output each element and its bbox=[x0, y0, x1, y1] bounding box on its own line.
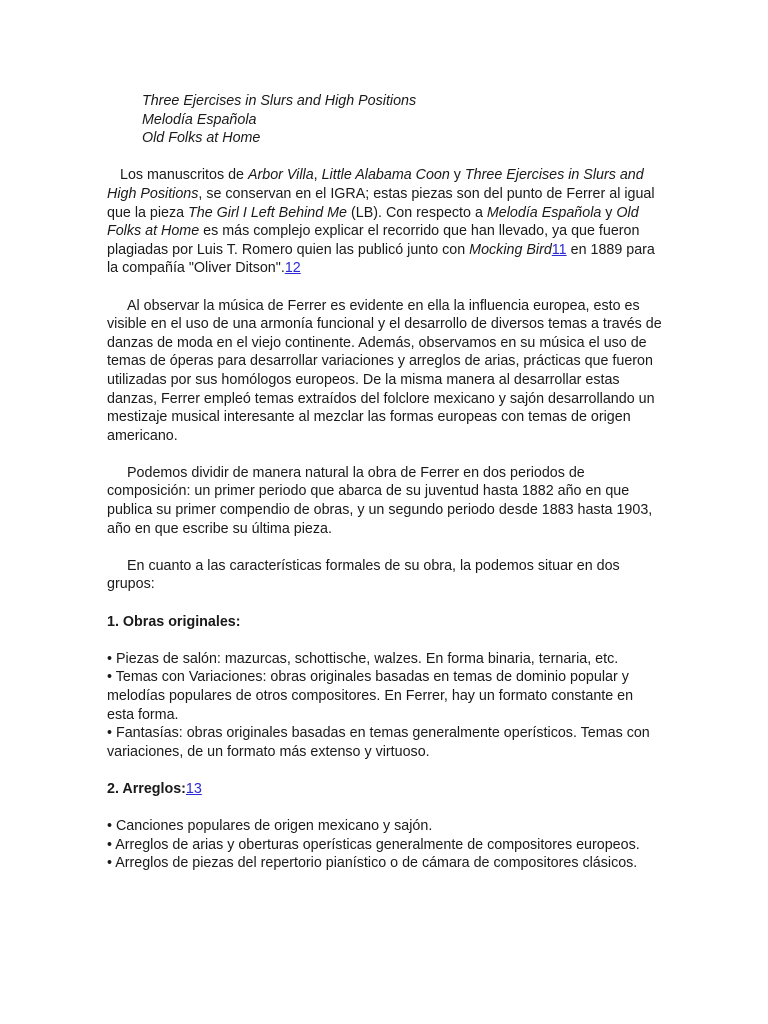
footnote-link-13[interactable]: 13 bbox=[185, 780, 202, 797]
work-title-inline: Three Ejercises in Slurs and High Positions bbox=[107, 167, 644, 202]
list-item: • Piezas de salón: mazurcas, schottische, walzes. En forma binaria, ternaria, etc. bbox=[107, 650, 619, 667]
text: y bbox=[449, 167, 465, 184]
work-title-inline: Arbor Villa bbox=[247, 167, 314, 184]
list-item: • Fantasías: obras originales basadas en temas generalmente operísticos. Temas con variaciones, de un formato más extenso y virtuoso. bbox=[107, 725, 650, 760]
text: , se conservan en el IGRA; estas piezas son del punto de Ferrer al igual que la pieza bbox=[107, 185, 655, 221]
work-title-inline: Mocking Bird bbox=[469, 241, 552, 258]
section-heading-original-works: 1. Obras originales: bbox=[107, 613, 241, 630]
work-title-inline: Melodía Española bbox=[486, 204, 602, 221]
list-item: • Arreglos de arias y oberturas operísticas generalmente de compositores europeos. bbox=[107, 836, 640, 853]
heading-text: 2. Arreglos: bbox=[107, 780, 186, 797]
paragraph-periods: Podemos dividir de manera natural la obra de Ferrer en dos periodos de composición: un primer periodo que abarca de su juventud hasta 1882 año en que publica su primer compendio de obras, y un segundo periodo desde 1883 hasta 1903, año en que escribe su última pieza. bbox=[107, 464, 653, 537]
text: y bbox=[601, 204, 617, 221]
list-item: • Canciones populares de origen mexicano y sajón. bbox=[107, 818, 433, 835]
work-title: Melodía Española bbox=[142, 111, 257, 128]
work-title: Three Ejercises in Slurs and High Positions bbox=[142, 93, 417, 109]
text: , bbox=[313, 167, 322, 184]
section-heading-arrangements bbox=[107, 780, 663, 799]
paragraph-manuscripts bbox=[107, 166, 663, 278]
footnote-link-11[interactable]: 11 bbox=[551, 241, 567, 258]
work-title-inline: Little Alabama Coon bbox=[321, 167, 450, 184]
text: Los manuscritos de bbox=[120, 167, 248, 184]
paragraph-groups: En cuanto a las características formales de su obra, la podemos situar en dos grupos: bbox=[107, 557, 620, 593]
list-arrangements bbox=[107, 817, 663, 873]
work-title: Old Folks at Home bbox=[142, 130, 261, 147]
text: es más complejo explicar el recorrido que han llevado, ya que fueron plagiadas por Luis T. Romero quien las publicó junto con bbox=[107, 223, 640, 258]
list-item: • Arreglos de piezas del repertorio pianístico o de cámara de compositores clásicos. bbox=[107, 855, 638, 872]
text: (LB). Con respecto a bbox=[347, 204, 487, 221]
work-title-inline: The Girl I Left Behind Me bbox=[188, 204, 348, 221]
text: en 1889 para la compañía "Oliver Ditson". bbox=[107, 241, 655, 277]
list-original-works bbox=[107, 650, 663, 762]
paragraph-influence: Al observar la música de Ferrer es evidente en ella la influencia europea, esto es visible en el uso de una armonía funcional y el desarrollo de diversos temas a través de danzas de moda en el viejo continente. Además, observamos en su música el uso de temas de óperas para desarrollar variaciones y arreglos de arias, prácticas que fueron utilizadas por sus homólogos europeos. De la misma manera al desarrollar estas danzas, Ferrer empleó temas extraídos del folclore mexicano y sajón desarrollando un mestizaje musical interesante al mezclar las formas europeas con temas de origen americano. bbox=[107, 297, 662, 444]
work-titles bbox=[142, 92, 663, 148]
footnote-link-12[interactable]: 12 bbox=[284, 260, 301, 277]
document-page bbox=[107, 92, 663, 873]
work-title-inline: Old Folks at Home bbox=[107, 204, 639, 240]
list-item: • Temas con Variaciones: obras originales basadas en temas de dominio popular y melodías populares de otros compositores. En Ferrer, hay un formato constante en esta forma. bbox=[107, 669, 634, 723]
